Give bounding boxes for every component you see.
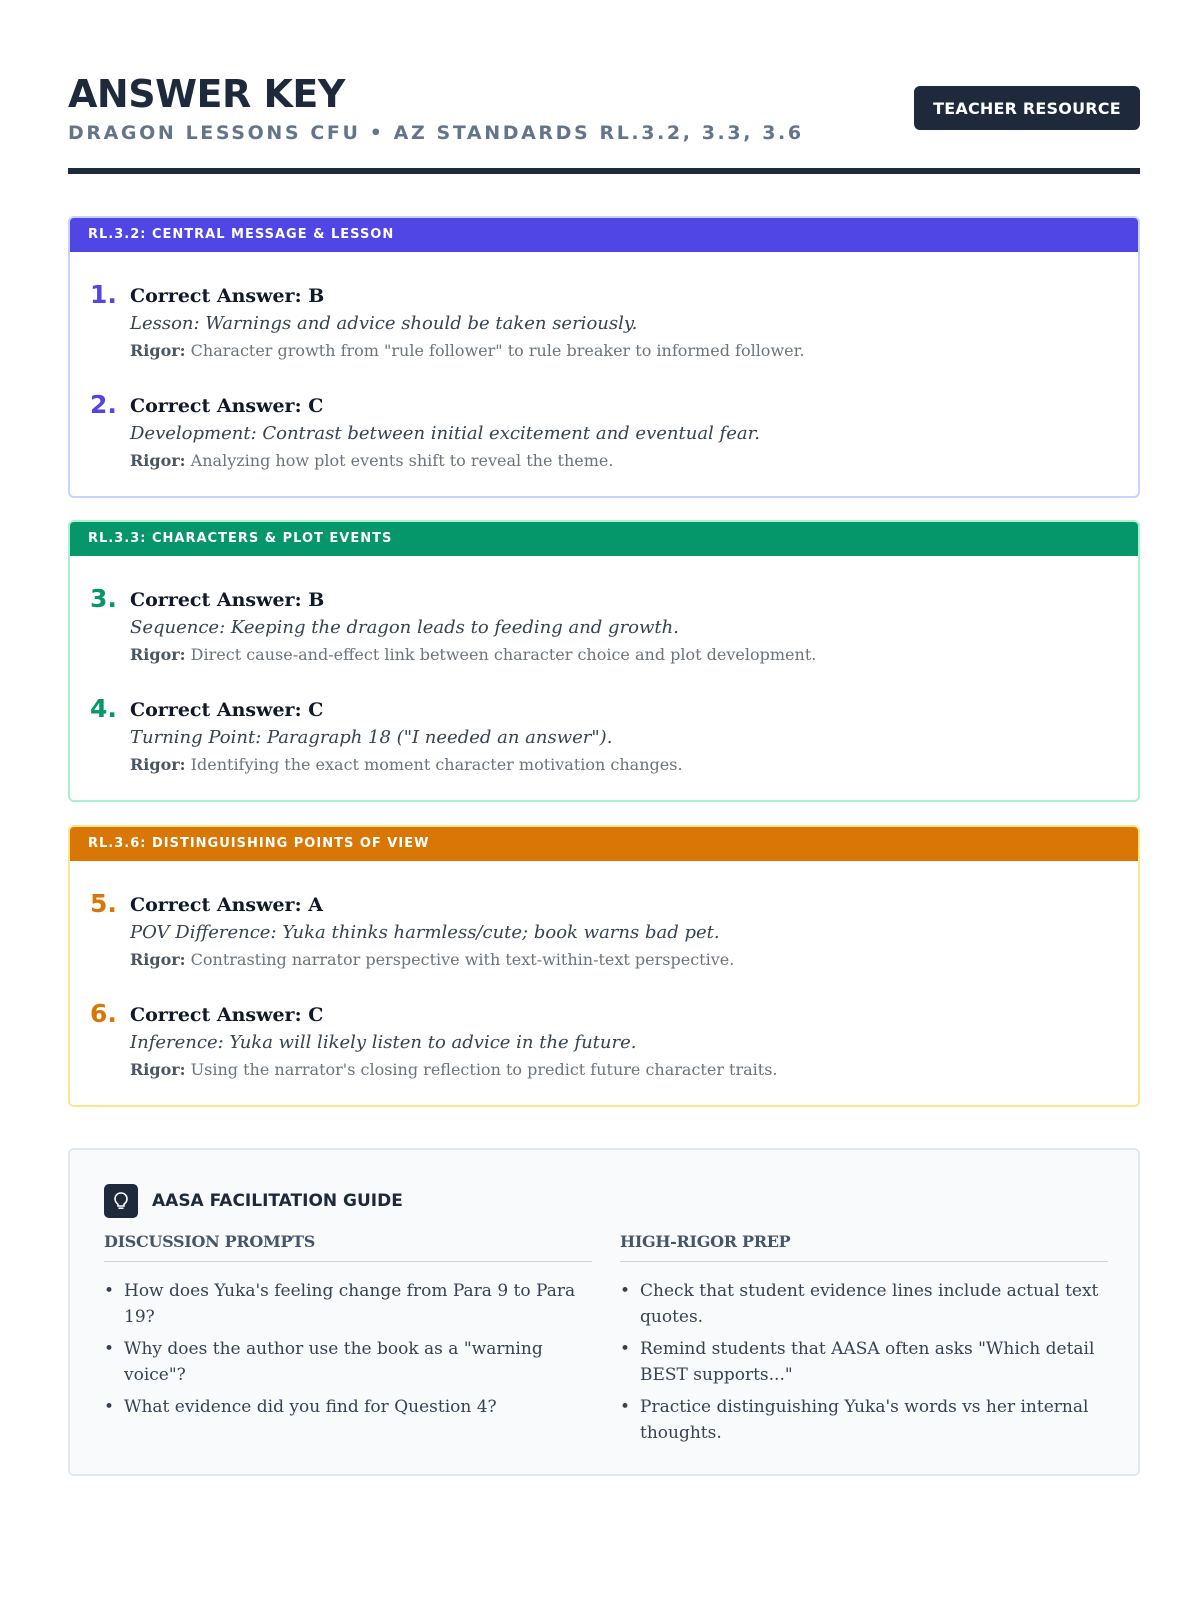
question-number: 6. (90, 999, 117, 1028)
section-heading: RL.3.6: DISTINGUISHING POINTS OF VIEW (68, 825, 1140, 861)
rigor-label: Rigor: (130, 341, 186, 360)
correct-answer: Correct Answer: C (130, 699, 324, 721)
rigor-text: Contrasting narrator perspective with text-within-text perspective. (190, 950, 735, 969)
list-item: • Practice distinguishing Yuka's words vs her internal thoughts. (620, 1394, 1108, 1446)
answer-explanation: Inference: Yuka will likely listen to advice in the future. (130, 1032, 637, 1053)
rigor-note (130, 340, 805, 362)
discussion-prompts-list (104, 1278, 592, 1420)
rigor-note (130, 450, 760, 472)
rigor-label: Rigor: (130, 950, 186, 969)
question-number: 2. (90, 390, 117, 419)
high-rigor-prep-column (620, 1232, 1108, 1452)
discussion-prompts-title: DISCUSSION PROMPTS (104, 1232, 592, 1262)
correct-answer: Correct Answer: C (130, 395, 324, 417)
rigor-label: Rigor: (130, 451, 186, 470)
rigor-note (130, 644, 816, 666)
rigor-text: Direct cause-and-effect link between character choice and plot development. (190, 645, 817, 664)
section-heading: RL.3.3: CHARACTERS & PLOT EVENTS (68, 520, 1140, 556)
section-rl-3-6 (68, 825, 1140, 1107)
list-item: • Why does the author use the book as a "warning voice"? (104, 1336, 592, 1388)
discussion-prompts-column (104, 1232, 592, 1426)
rigor-text: Using the narrator's closing reflection to predict future character traits. (190, 1060, 778, 1079)
section-heading: RL.3.2: CENTRAL MESSAGE & LESSON (68, 216, 1140, 252)
list-item: • Check that student evidence lines include actual text quotes. (620, 1278, 1108, 1330)
rigor-text: Identifying the exact moment character motivation changes. (190, 755, 683, 774)
answer-explanation: Development: Contrast between initial excitement and eventual fear. (130, 423, 760, 444)
lightbulb-icon (104, 1184, 138, 1218)
question-number: 5. (90, 889, 117, 918)
correct-answer: Correct Answer: A (130, 894, 323, 916)
rigor-label: Rigor: (130, 1060, 186, 1079)
answer-explanation: POV Difference: Yuka thinks harmless/cute; book warns bad pet. (130, 922, 720, 943)
correct-answer: Correct Answer: C (130, 1004, 324, 1026)
rigor-note (130, 1059, 778, 1081)
guide-header (104, 1184, 403, 1218)
facilitation-guide (68, 1148, 1140, 1476)
answer-explanation: Lesson: Warnings and advice should be taken seriously. (130, 313, 638, 334)
question-number: 1. (90, 280, 117, 309)
answer-key-page (68, 0, 1140, 1443)
question-number: 3. (90, 584, 117, 613)
rigor-label: Rigor: (130, 755, 186, 774)
list-item: • How does Yuka's feeling change from Para 9 to Para 19? (104, 1278, 592, 1330)
high-rigor-prep-title: HIGH-RIGOR PREP (620, 1232, 1108, 1262)
answer-explanation: Sequence: Keeping the dragon leads to feeding and growth. (130, 617, 679, 638)
rigor-text: Character growth from "rule follower" to rule breaker to informed follower. (190, 341, 805, 360)
rigor-label: Rigor: (130, 645, 186, 664)
rigor-note (130, 949, 734, 971)
page-subtitle: DRAGON LESSONS CFU • AZ STANDARDS RL.3.2, 3.3, 3.6 (68, 122, 804, 144)
header-divider (68, 168, 1140, 174)
page-title: ANSWER KEY (68, 72, 345, 116)
answer-explanation: Turning Point: Paragraph 18 ("I needed an answer"). (130, 727, 613, 748)
question-number: 4. (90, 694, 117, 723)
section-rl-3-2 (68, 216, 1140, 498)
correct-answer: Correct Answer: B (130, 589, 325, 611)
rigor-note (130, 754, 683, 776)
guide-title: AASA FACILITATION GUIDE (152, 1191, 403, 1211)
page-header (68, 0, 1140, 176)
list-item: • What evidence did you find for Question 4? (104, 1394, 592, 1420)
correct-answer: Correct Answer: B (130, 285, 325, 307)
rigor-text: Analyzing how plot events shift to reveal the theme. (190, 451, 614, 470)
section-rl-3-3 (68, 520, 1140, 802)
list-item: • Remind students that AASA often asks "Which detail BEST supports..." (620, 1336, 1108, 1388)
high-rigor-prep-list (620, 1278, 1108, 1446)
teacher-resource-badge: TEACHER RESOURCE (914, 86, 1140, 130)
